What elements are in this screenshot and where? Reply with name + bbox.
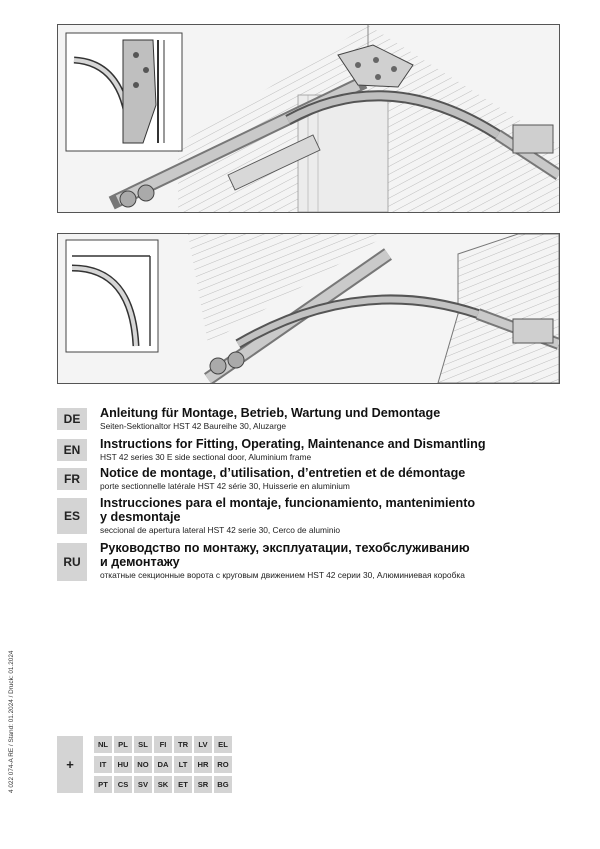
language-code-fi: FI — [154, 736, 172, 753]
title-ru-line2: и демонтажу — [100, 555, 180, 569]
lang-badge-ru: RU — [57, 543, 87, 581]
title-es-line2: y desmontaje — [100, 510, 181, 524]
language-code-sv: SV — [134, 776, 152, 793]
subtitle-de: Seiten-Sektionaltor HST 42 Baureihe 30, Aluzarge — [100, 421, 287, 431]
manual-title-ru — [57, 541, 557, 583]
language-code-tr: TR — [174, 736, 192, 753]
lang-badge-en: EN — [57, 439, 87, 461]
title-de: Anleitung für Montage, Betrieb, Wartung und Demontage — [100, 406, 441, 420]
illustration-ceiling-curved-track — [57, 24, 560, 213]
language-code-ro: RO — [214, 756, 232, 773]
language-code-lt: LT — [174, 756, 192, 773]
track-drawing-top — [58, 25, 559, 212]
manual-title-en — [57, 437, 557, 463]
title-en: Instructions for Fitting, Operating, Maintenance and Dismantling — [100, 437, 486, 451]
language-code-sr: SR — [194, 776, 212, 793]
more-languages-grid — [94, 736, 232, 793]
title-es-line1: Instrucciones para el montaje, funcionamiento, mantenimiento — [100, 496, 476, 510]
language-code-lv: LV — [194, 736, 212, 753]
lang-badge-es: ES — [57, 498, 87, 534]
language-code-it: IT — [94, 756, 112, 773]
language-code-sl: SL — [134, 736, 152, 753]
language-code-et: ET — [174, 776, 192, 793]
subtitle-en: HST 42 series 30 E side sectional door, Aluminium frame — [100, 452, 312, 462]
subtitle-ru: откатные секционные ворота с круговым движением HST 42 серии 30, Алюминиевая коробка — [100, 570, 465, 580]
language-code-el: EL — [214, 736, 232, 753]
track-drawing-bottom — [58, 234, 559, 383]
subtitle-es: seccional de apertura lateral HST 42 serie 30, Cerco de aluminio — [100, 525, 341, 535]
title-fr: Notice de montage, d’utilisation, d’entretien et de démontage — [100, 466, 466, 480]
language-code-hu: HU — [114, 756, 132, 773]
subtitle-fr: porte sectionnelle latérale HST 42 série 30, Huisserie en aluminium — [100, 481, 350, 491]
manual-title-es — [57, 496, 557, 538]
manual-title-de — [57, 406, 557, 432]
language-code-cs: CS — [114, 776, 132, 793]
language-code-bg: BG — [214, 776, 232, 793]
language-code-no: NO — [134, 756, 152, 773]
title-ru-line1: Руководство по монтажу, эксплуатации, техобслуживанию — [100, 541, 470, 555]
more-languages-plus: + — [57, 736, 83, 793]
language-code-hr: HR — [194, 756, 212, 773]
language-code-nl: NL — [94, 736, 112, 753]
language-code-pt: PT — [94, 776, 112, 793]
language-code-da: DA — [154, 756, 172, 773]
language-code-sk: SK — [154, 776, 172, 793]
manual-title-fr — [57, 466, 557, 492]
lang-badge-fr: FR — [57, 468, 87, 490]
illustration-track-transition — [57, 233, 560, 384]
document-code: 4 022 074-A RE / Stand: 01.2024 / Druck: 01.2024 — [8, 650, 15, 793]
language-code-pl: PL — [114, 736, 132, 753]
lang-badge-de: DE — [57, 408, 87, 430]
